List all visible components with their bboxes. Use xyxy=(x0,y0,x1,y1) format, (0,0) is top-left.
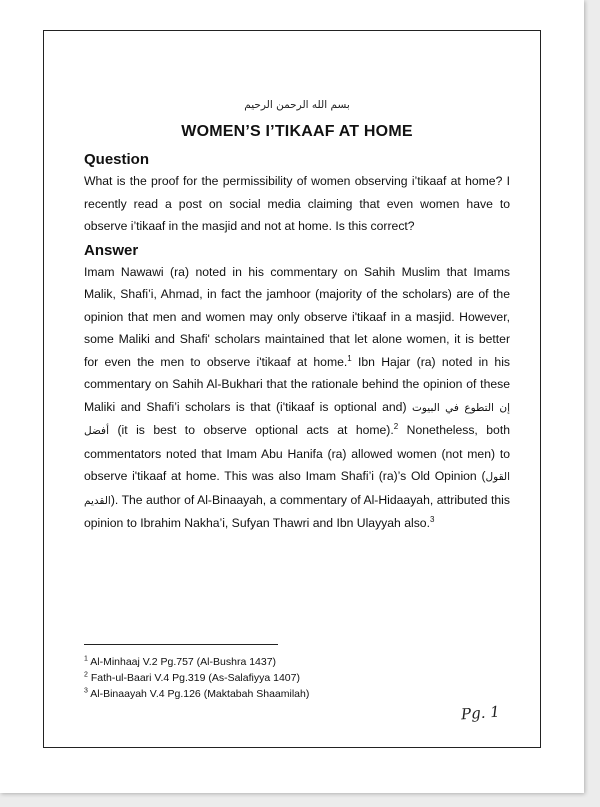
footnote-2 xyxy=(84,670,484,686)
question-text: What is the proof for the permissibility of women observing i’tikaaf at home? I recently read a post on social media claiming that even women have to observe i’tikaaf in the masjid and not at home. Is this correct? xyxy=(84,174,510,233)
arabic-phrase-1: إن التطوع في البيوت أفضل xyxy=(84,401,510,437)
answer-heading: Answer xyxy=(84,241,139,259)
answer-text-part-2: Ibn Hajar (ra) noted in his commentary on Sahih Al-Bukhari that the rationale behind the opinion of these Maliki and Shafi’i scholars is that (i'tikaaf is optional and) xyxy=(84,354,510,414)
page-border xyxy=(43,30,541,748)
bismillah: بسم الله الرحمن الرحيم xyxy=(244,99,350,111)
footnotes xyxy=(84,654,484,702)
footnote-divider xyxy=(84,644,278,645)
page-number: Pg. 1 xyxy=(460,702,501,724)
answer-text-part-3: (it is best to observe optional acts at home). xyxy=(109,423,394,437)
answer-text xyxy=(84,261,510,535)
footnote-ref-2: 2 xyxy=(393,421,399,431)
page-title: WOMEN’S I’TIKAAF AT HOME xyxy=(181,123,413,140)
footnote-text: Fath-ul-Baari V.4 Pg.319 (As-Salafiyya 1407) xyxy=(90,672,300,684)
footnote-ref-3: 3 xyxy=(429,514,435,524)
footnote-3 xyxy=(84,686,484,702)
answer-text-part-4: Nonetheless, both commentators noted that Imam Abu Hanifa (ra) allowed women (not men) to observe i'tikaaf at home. This was also Imam Shafi’i (ra)’s Old Opinion ( xyxy=(84,423,510,483)
document-body xyxy=(84,99,510,539)
footnote-1 xyxy=(84,654,484,670)
question-heading: Question xyxy=(84,151,150,168)
footnote-number: 3 xyxy=(84,687,88,695)
arabic-phrase-2: القول القديم xyxy=(84,471,510,507)
footnote-text: Al-Binaayah V.4 Pg.126 (Maktabah Shaamilah) xyxy=(90,688,310,700)
footnote-number: 1 xyxy=(84,655,88,663)
footnote-text: Al-Minhaaj V.2 Pg.757 (Al-Bushra 1437) xyxy=(90,656,277,668)
answer-text-part-1: Imam Nawawi (ra) noted in his commentary on Sahih Muslim that Imams Malik, Shafi’i, Ahmad, in fact the jamhoor (majority of the scholars) are of the opinion that men and women may only observe i'tikaaf in a masjid. However, some Maliki and Shafi' scholars maintained that let alone women, it is better for even the men to observe i'tikaaf at home. xyxy=(84,264,510,369)
footnote-number: 2 xyxy=(84,671,88,679)
answer-text-part-5: ). The author of Al-Binaayah, a commentary of Al-Hidaayah, attributed this opinion to Ibrahim Nakha’i, Sufyan Thawri and Ibn Ulayyah also. xyxy=(84,492,510,530)
footnote-ref-1: 1 xyxy=(347,353,352,363)
